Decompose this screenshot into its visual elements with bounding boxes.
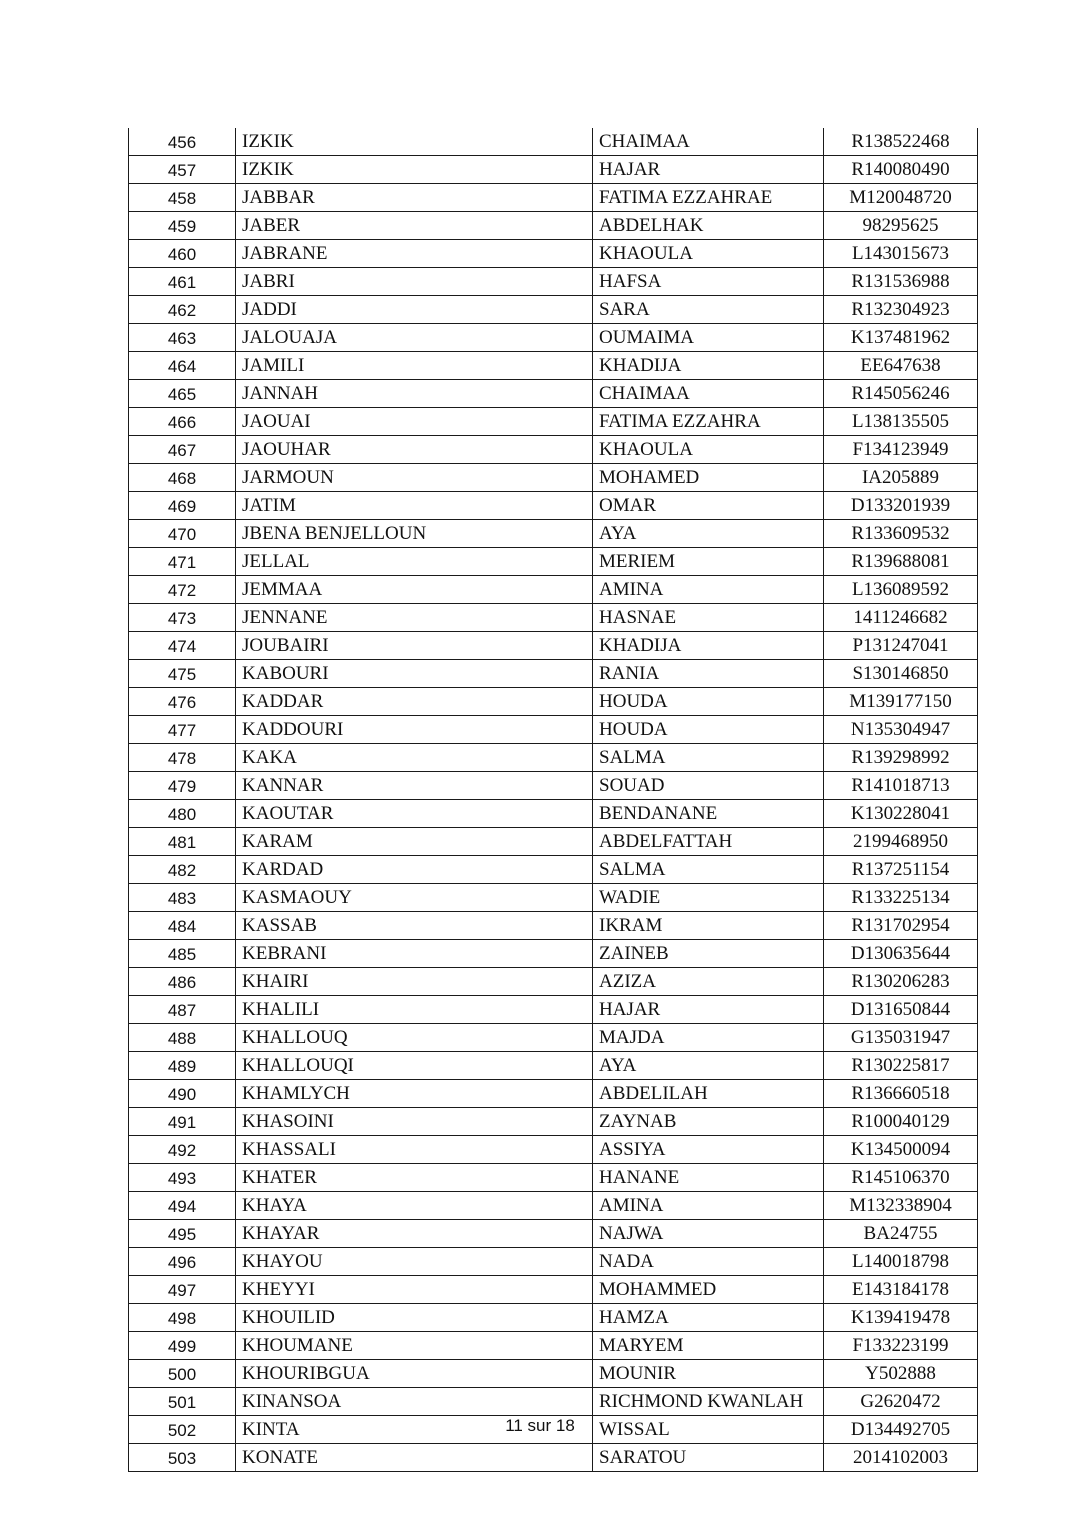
row-number-cell: 470 bbox=[129, 520, 236, 548]
id-number-cell: F134123949 bbox=[824, 436, 978, 464]
last-name-cell: JADDI bbox=[236, 296, 593, 324]
id-number-cell: R145106370 bbox=[824, 1164, 978, 1192]
id-number-cell: R138522468 bbox=[824, 128, 978, 156]
last-name-cell: KINANSOA bbox=[236, 1388, 593, 1416]
row-number-cell: 460 bbox=[129, 240, 236, 268]
row-number-cell: 480 bbox=[129, 800, 236, 828]
id-number-cell: D131650844 bbox=[824, 996, 978, 1024]
first-name-cell: HAJAR bbox=[593, 996, 824, 1024]
last-name-cell: JELLAL bbox=[236, 548, 593, 576]
table-row bbox=[129, 660, 978, 688]
last-name-cell: JANNAH bbox=[236, 380, 593, 408]
last-name-cell: JENNANE bbox=[236, 604, 593, 632]
row-number-cell: 478 bbox=[129, 744, 236, 772]
last-name-cell: KHOURIBGUA bbox=[236, 1360, 593, 1388]
table-row bbox=[129, 912, 978, 940]
last-name-cell: JEMMAA bbox=[236, 576, 593, 604]
first-name-cell: SARA bbox=[593, 296, 824, 324]
row-number-cell: 461 bbox=[129, 268, 236, 296]
last-name-cell: JARMOUN bbox=[236, 464, 593, 492]
row-number-cell: 502 bbox=[129, 1416, 236, 1444]
table-row bbox=[129, 324, 978, 352]
id-number-cell: D130635644 bbox=[824, 940, 978, 968]
first-name-cell: SARATOU bbox=[593, 1444, 824, 1472]
id-number-cell: R130225817 bbox=[824, 1052, 978, 1080]
last-name-cell: KADDAR bbox=[236, 688, 593, 716]
first-name-cell: RICHMOND KWANLAH bbox=[593, 1388, 824, 1416]
id-number-cell: K134500094 bbox=[824, 1136, 978, 1164]
first-name-cell: MOHAMED bbox=[593, 464, 824, 492]
table-row bbox=[129, 1220, 978, 1248]
table-row bbox=[129, 520, 978, 548]
table-row bbox=[129, 856, 978, 884]
row-number-cell: 499 bbox=[129, 1332, 236, 1360]
row-number-cell: 488 bbox=[129, 1024, 236, 1052]
table-row bbox=[129, 268, 978, 296]
table-row bbox=[129, 1052, 978, 1080]
row-number-cell: 498 bbox=[129, 1304, 236, 1332]
id-number-cell: 98295625 bbox=[824, 212, 978, 240]
row-number-cell: 485 bbox=[129, 940, 236, 968]
last-name-cell: JABRI bbox=[236, 268, 593, 296]
last-name-cell: IZKIK bbox=[236, 156, 593, 184]
table-row bbox=[129, 464, 978, 492]
id-number-cell: L136089592 bbox=[824, 576, 978, 604]
first-name-cell: AZIZA bbox=[593, 968, 824, 996]
first-name-cell: ZAYNAB bbox=[593, 1108, 824, 1136]
row-number-cell: 481 bbox=[129, 828, 236, 856]
table-row bbox=[129, 548, 978, 576]
first-name-cell: ASSIYA bbox=[593, 1136, 824, 1164]
first-name-cell: HOUDA bbox=[593, 688, 824, 716]
id-number-cell: F133223199 bbox=[824, 1332, 978, 1360]
id-number-cell: K137481962 bbox=[824, 324, 978, 352]
first-name-cell: CHAIMAA bbox=[593, 380, 824, 408]
first-name-cell: WISSAL bbox=[593, 1416, 824, 1444]
row-number-cell: 466 bbox=[129, 408, 236, 436]
id-number-cell: R133225134 bbox=[824, 884, 978, 912]
table-row bbox=[129, 632, 978, 660]
row-number-cell: 459 bbox=[129, 212, 236, 240]
row-number-cell: 482 bbox=[129, 856, 236, 884]
row-number-cell: 486 bbox=[129, 968, 236, 996]
table-row bbox=[129, 1024, 978, 1052]
last-name-cell: KEBRANI bbox=[236, 940, 593, 968]
table-row bbox=[129, 688, 978, 716]
first-name-cell: SOUAD bbox=[593, 772, 824, 800]
table-row bbox=[129, 184, 978, 212]
id-number-cell: R137251154 bbox=[824, 856, 978, 884]
table-row bbox=[129, 940, 978, 968]
table-row bbox=[129, 492, 978, 520]
id-number-cell: EE647638 bbox=[824, 352, 978, 380]
first-name-cell: OUMAIMA bbox=[593, 324, 824, 352]
table-row bbox=[129, 128, 978, 156]
id-number-cell: Y502888 bbox=[824, 1360, 978, 1388]
table-row bbox=[129, 576, 978, 604]
last-name-cell: KHATER bbox=[236, 1164, 593, 1192]
table-row bbox=[129, 1388, 978, 1416]
id-number-cell: R139688081 bbox=[824, 548, 978, 576]
table-row bbox=[129, 1360, 978, 1388]
id-number-cell: R141018713 bbox=[824, 772, 978, 800]
table-row bbox=[129, 1304, 978, 1332]
first-name-cell: FATIMA EZZAHRA bbox=[593, 408, 824, 436]
id-number-cell: D134492705 bbox=[824, 1416, 978, 1444]
last-name-cell: JABBAR bbox=[236, 184, 593, 212]
id-number-cell: R136660518 bbox=[824, 1080, 978, 1108]
id-number-cell: D133201939 bbox=[824, 492, 978, 520]
last-name-cell: KARDAD bbox=[236, 856, 593, 884]
first-name-cell: MAJDA bbox=[593, 1024, 824, 1052]
id-number-cell: R133609532 bbox=[824, 520, 978, 548]
first-name-cell: NADA bbox=[593, 1248, 824, 1276]
id-number-cell: E143184178 bbox=[824, 1276, 978, 1304]
id-number-cell: 2199468950 bbox=[824, 828, 978, 856]
first-name-cell: BENDANANE bbox=[593, 800, 824, 828]
last-name-cell: JBENA BENJELLOUN bbox=[236, 520, 593, 548]
first-name-cell: MERIEM bbox=[593, 548, 824, 576]
first-name-cell: ABDELILAH bbox=[593, 1080, 824, 1108]
table-row bbox=[129, 1248, 978, 1276]
row-number-cell: 463 bbox=[129, 324, 236, 352]
id-number-cell: R140080490 bbox=[824, 156, 978, 184]
last-name-cell: JABER bbox=[236, 212, 593, 240]
row-number-cell: 467 bbox=[129, 436, 236, 464]
id-number-cell: IA205889 bbox=[824, 464, 978, 492]
first-name-cell: SALMA bbox=[593, 856, 824, 884]
last-name-cell: KHEYYI bbox=[236, 1276, 593, 1304]
first-name-cell: AMINA bbox=[593, 576, 824, 604]
last-name-cell: KAKA bbox=[236, 744, 593, 772]
last-name-cell: KARAM bbox=[236, 828, 593, 856]
last-name-cell: KHALLOUQI bbox=[236, 1052, 593, 1080]
page-number: 11 sur 18 bbox=[505, 1416, 575, 1435]
last-name-cell: KAOUTAR bbox=[236, 800, 593, 828]
last-name-cell: KHAYOU bbox=[236, 1248, 593, 1276]
last-name-cell: KHOUILID bbox=[236, 1304, 593, 1332]
table-row bbox=[129, 800, 978, 828]
id-number-cell: L138135505 bbox=[824, 408, 978, 436]
last-name-cell: KASMAOUY bbox=[236, 884, 593, 912]
row-number-cell: 474 bbox=[129, 632, 236, 660]
row-number-cell: 497 bbox=[129, 1276, 236, 1304]
row-number-cell: 503 bbox=[129, 1444, 236, 1472]
row-number-cell: 457 bbox=[129, 156, 236, 184]
first-name-cell: HAJAR bbox=[593, 156, 824, 184]
id-number-cell: N135304947 bbox=[824, 716, 978, 744]
table-row bbox=[129, 996, 978, 1024]
table-row bbox=[129, 380, 978, 408]
row-number-cell: 500 bbox=[129, 1360, 236, 1388]
row-number-cell: 489 bbox=[129, 1052, 236, 1080]
id-number-cell: R130206283 bbox=[824, 968, 978, 996]
first-name-cell: MOHAMMED bbox=[593, 1276, 824, 1304]
row-number-cell: 458 bbox=[129, 184, 236, 212]
last-name-cell: KHAYAR bbox=[236, 1220, 593, 1248]
table-row bbox=[129, 408, 978, 436]
row-number-cell: 469 bbox=[129, 492, 236, 520]
row-number-cell: 475 bbox=[129, 660, 236, 688]
last-name-cell: JALOUAJA bbox=[236, 324, 593, 352]
table-row bbox=[129, 436, 978, 464]
table-row bbox=[129, 240, 978, 268]
table-row bbox=[129, 1108, 978, 1136]
row-number-cell: 465 bbox=[129, 380, 236, 408]
first-name-cell: RANIA bbox=[593, 660, 824, 688]
id-number-cell: L143015673 bbox=[824, 240, 978, 268]
row-number-cell: 462 bbox=[129, 296, 236, 324]
first-name-cell: SALMA bbox=[593, 744, 824, 772]
last-name-cell: KHAIRI bbox=[236, 968, 593, 996]
first-name-cell: AYA bbox=[593, 1052, 824, 1080]
first-name-cell: HASNAE bbox=[593, 604, 824, 632]
table-row bbox=[129, 296, 978, 324]
row-number-cell: 493 bbox=[129, 1164, 236, 1192]
first-name-cell: HAMZA bbox=[593, 1304, 824, 1332]
table-row bbox=[129, 1164, 978, 1192]
first-name-cell: AMINA bbox=[593, 1192, 824, 1220]
id-number-cell: R132304923 bbox=[824, 296, 978, 324]
row-number-cell: 464 bbox=[129, 352, 236, 380]
first-name-cell: OMAR bbox=[593, 492, 824, 520]
id-number-cell: M132338904 bbox=[824, 1192, 978, 1220]
row-number-cell: 490 bbox=[129, 1080, 236, 1108]
row-number-cell: 471 bbox=[129, 548, 236, 576]
id-number-cell: M120048720 bbox=[824, 184, 978, 212]
row-number-cell: 456 bbox=[129, 128, 236, 156]
table-row bbox=[129, 1276, 978, 1304]
last-name-cell: JAOUHAR bbox=[236, 436, 593, 464]
first-name-cell: MOUNIR bbox=[593, 1360, 824, 1388]
candidates-table bbox=[128, 128, 978, 1472]
first-name-cell: ZAINEB bbox=[593, 940, 824, 968]
candidates-table-body bbox=[129, 128, 978, 1472]
first-name-cell: ABDELHAK bbox=[593, 212, 824, 240]
first-name-cell: WADIE bbox=[593, 884, 824, 912]
row-number-cell: 477 bbox=[129, 716, 236, 744]
first-name-cell: NAJWA bbox=[593, 1220, 824, 1248]
last-name-cell: KADDOURI bbox=[236, 716, 593, 744]
id-number-cell: S130146850 bbox=[824, 660, 978, 688]
last-name-cell: KHOUMANE bbox=[236, 1332, 593, 1360]
row-number-cell: 495 bbox=[129, 1220, 236, 1248]
table-row bbox=[129, 884, 978, 912]
row-number-cell: 501 bbox=[129, 1388, 236, 1416]
table-row bbox=[129, 156, 978, 184]
last-name-cell: KASSAB bbox=[236, 912, 593, 940]
last-name-cell: KHALLOUQ bbox=[236, 1024, 593, 1052]
first-name-cell: MARYEM bbox=[593, 1332, 824, 1360]
first-name-cell: CHAIMAA bbox=[593, 128, 824, 156]
id-number-cell: 2014102003 bbox=[824, 1444, 978, 1472]
table-row bbox=[129, 744, 978, 772]
last-name-cell: KONATE bbox=[236, 1444, 593, 1472]
id-number-cell: L140018798 bbox=[824, 1248, 978, 1276]
first-name-cell: KHAOULA bbox=[593, 436, 824, 464]
row-number-cell: 496 bbox=[129, 1248, 236, 1276]
table-row bbox=[129, 1192, 978, 1220]
table-row bbox=[129, 352, 978, 380]
table-row bbox=[129, 1332, 978, 1360]
last-name-cell: JATIM bbox=[236, 492, 593, 520]
table-row bbox=[129, 772, 978, 800]
last-name-cell: IZKIK bbox=[236, 128, 593, 156]
id-number-cell: G2620472 bbox=[824, 1388, 978, 1416]
table-row bbox=[129, 1080, 978, 1108]
row-number-cell: 476 bbox=[129, 688, 236, 716]
row-number-cell: 491 bbox=[129, 1108, 236, 1136]
first-name-cell: ABDELFATTAH bbox=[593, 828, 824, 856]
id-number-cell: R131536988 bbox=[824, 268, 978, 296]
id-number-cell: R131702954 bbox=[824, 912, 978, 940]
last-name-cell: KHASSALI bbox=[236, 1136, 593, 1164]
id-number-cell: BA24755 bbox=[824, 1220, 978, 1248]
table-row bbox=[129, 828, 978, 856]
first-name-cell: FATIMA EZZAHRAE bbox=[593, 184, 824, 212]
first-name-cell: IKRAM bbox=[593, 912, 824, 940]
first-name-cell: KHADIJA bbox=[593, 632, 824, 660]
row-number-cell: 484 bbox=[129, 912, 236, 940]
last-name-cell: JAMILI bbox=[236, 352, 593, 380]
table-row bbox=[129, 968, 978, 996]
last-name-cell: KHALILI bbox=[236, 996, 593, 1024]
id-number-cell: R145056246 bbox=[824, 380, 978, 408]
first-name-cell: HOUDA bbox=[593, 716, 824, 744]
row-number-cell: 483 bbox=[129, 884, 236, 912]
id-number-cell: P131247041 bbox=[824, 632, 978, 660]
id-number-cell: K130228041 bbox=[824, 800, 978, 828]
id-number-cell: M139177150 bbox=[824, 688, 978, 716]
row-number-cell: 494 bbox=[129, 1192, 236, 1220]
last-name-cell: KINTA bbox=[236, 1416, 593, 1444]
first-name-cell: KHADIJA bbox=[593, 352, 824, 380]
first-name-cell: KHAOULA bbox=[593, 240, 824, 268]
table-row bbox=[129, 716, 978, 744]
last-name-cell: KABOURI bbox=[236, 660, 593, 688]
first-name-cell: HAFSA bbox=[593, 268, 824, 296]
last-name-cell: KHAMLYCH bbox=[236, 1080, 593, 1108]
id-number-cell: K139419478 bbox=[824, 1304, 978, 1332]
table-row bbox=[129, 1444, 978, 1472]
last-name-cell: KHAYA bbox=[236, 1192, 593, 1220]
last-name-cell: JAOUAI bbox=[236, 408, 593, 436]
id-number-cell: 1411246682 bbox=[824, 604, 978, 632]
row-number-cell: 472 bbox=[129, 576, 236, 604]
id-number-cell: R139298992 bbox=[824, 744, 978, 772]
id-number-cell: G135031947 bbox=[824, 1024, 978, 1052]
row-number-cell: 468 bbox=[129, 464, 236, 492]
table-row bbox=[129, 604, 978, 632]
last-name-cell: JABRANE bbox=[236, 240, 593, 268]
first-name-cell: HANANE bbox=[593, 1164, 824, 1192]
last-name-cell: KHASOINI bbox=[236, 1108, 593, 1136]
last-name-cell: JOUBAIRI bbox=[236, 632, 593, 660]
id-number-cell: R100040129 bbox=[824, 1108, 978, 1136]
last-name-cell: KANNAR bbox=[236, 772, 593, 800]
row-number-cell: 492 bbox=[129, 1136, 236, 1164]
table-row bbox=[129, 1136, 978, 1164]
row-number-cell: 473 bbox=[129, 604, 236, 632]
table-row bbox=[129, 212, 978, 240]
row-number-cell: 479 bbox=[129, 772, 236, 800]
first-name-cell: AYA bbox=[593, 520, 824, 548]
row-number-cell: 487 bbox=[129, 996, 236, 1024]
